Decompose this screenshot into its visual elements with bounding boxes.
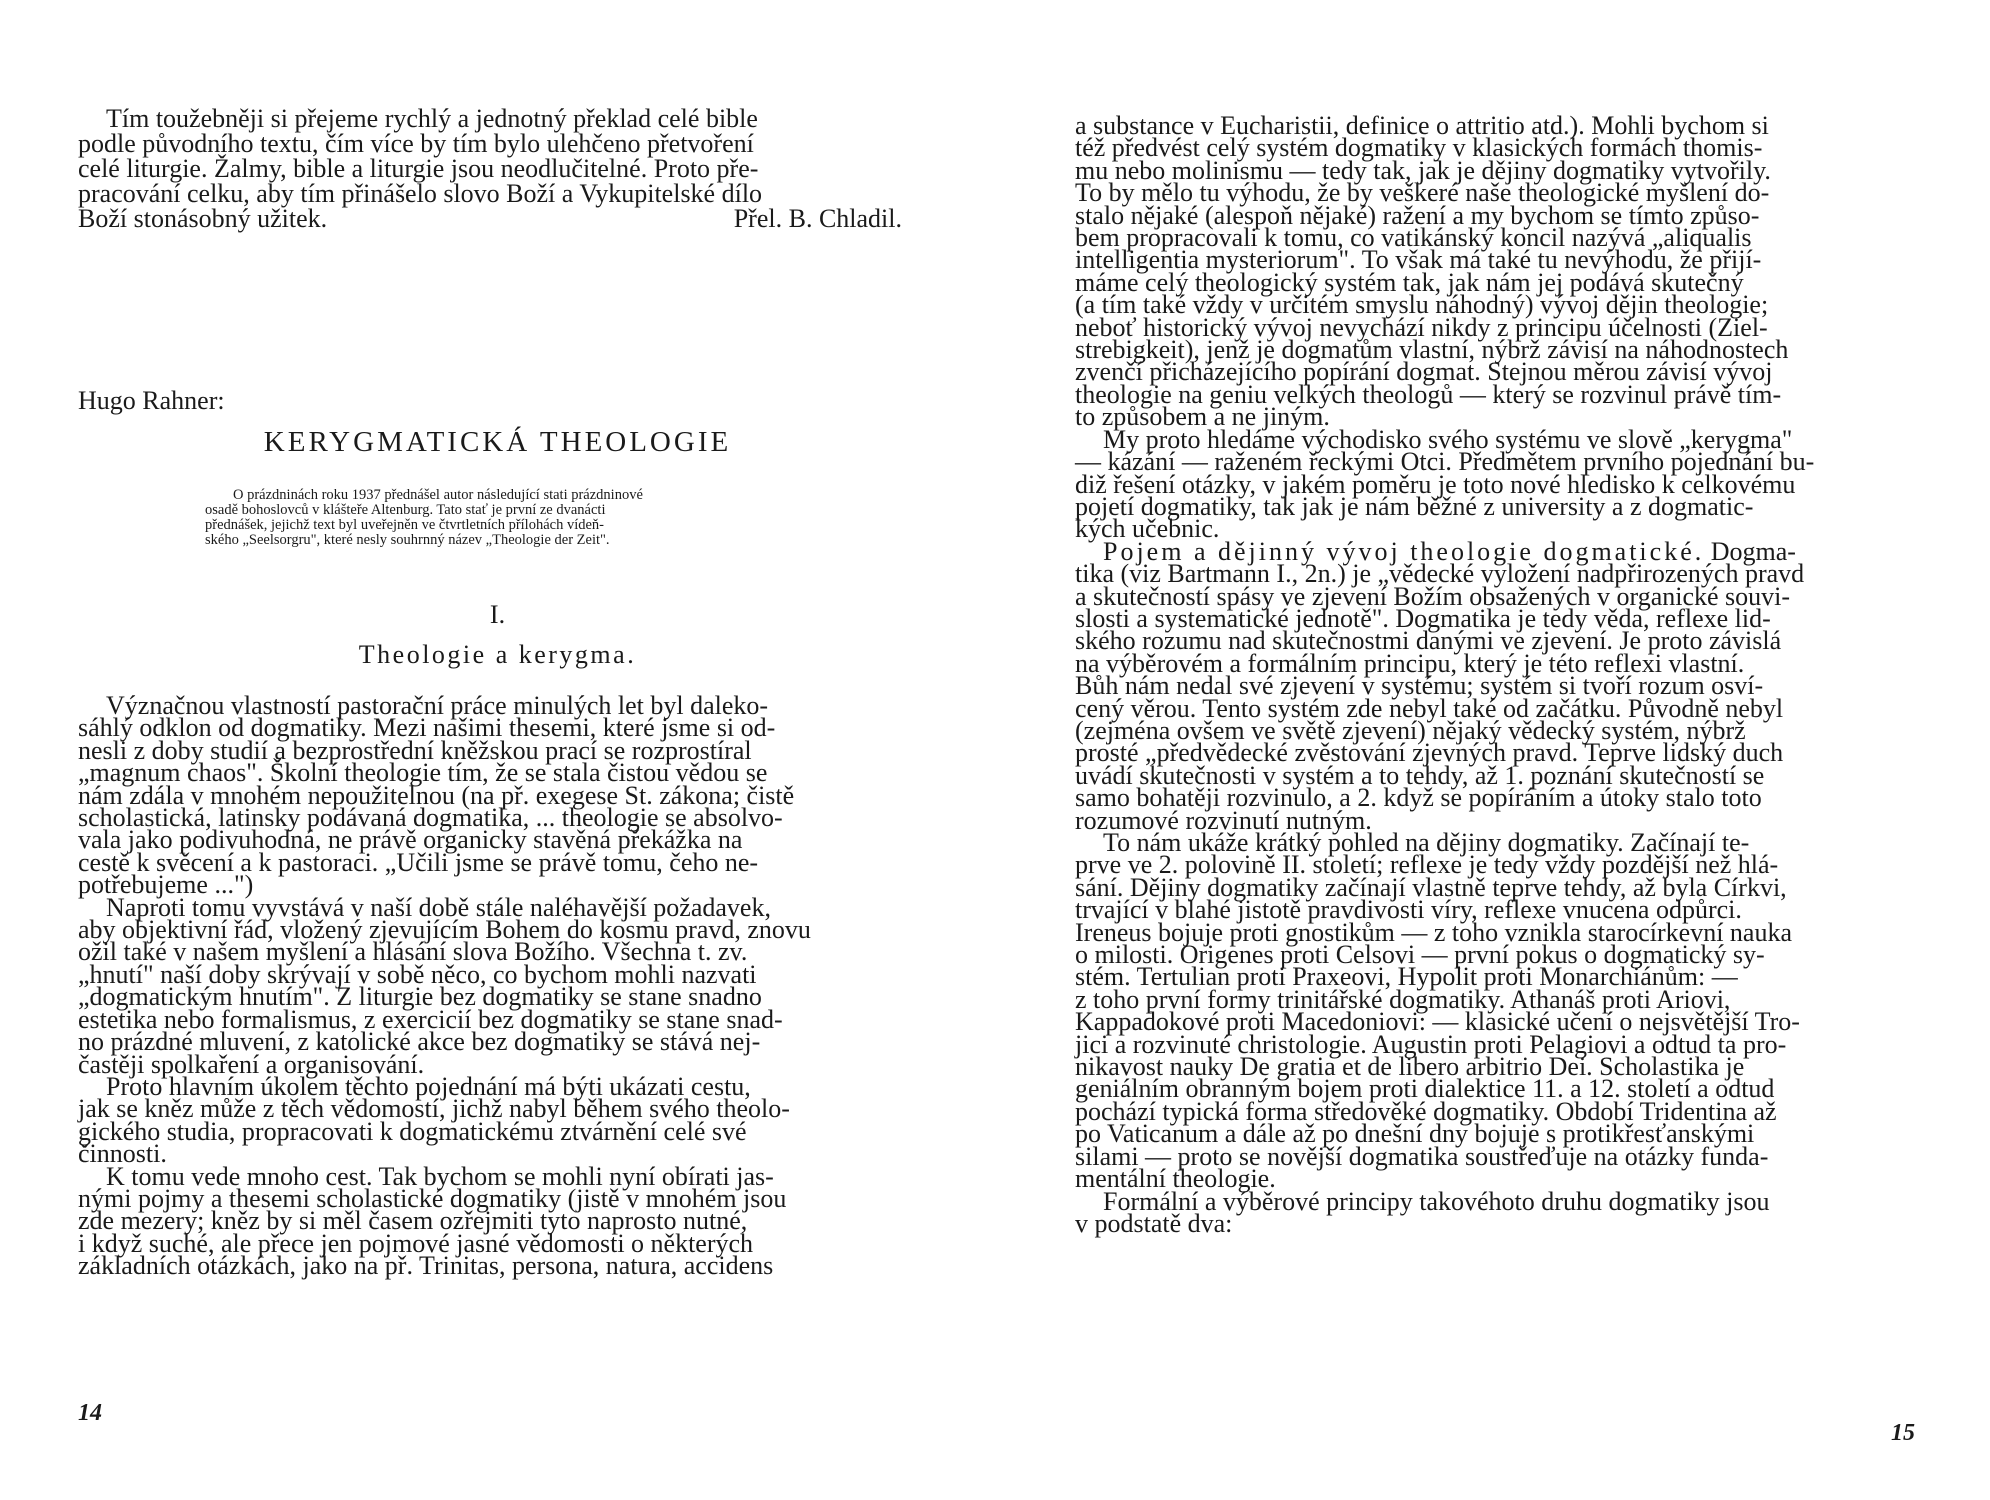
text-line: silami — proto se novější dogmatika soustřeďuje na otázky funda-: [1075, 1141, 1769, 1171]
page-number: 15: [1891, 1420, 1915, 1446]
text-line: Formální a výběrové principy takovéhoto druhu dogmatiky jsou: [1103, 1186, 1770, 1216]
text-line: tika (viz Bartmann I., 2n.) je „vědecké vyložení nadpřirozených pravd: [1075, 559, 1805, 589]
text-line: diž řešení otázky, v jakém poměru je toto nové hledisko k celkovému: [1075, 469, 1796, 499]
text-line: gického studia, propracovati k dogmatickému ztvárnění celé své: [78, 1116, 747, 1146]
text-line: Proto hlavním úkolem těchto pojednání má býti ukázati cestu,: [106, 1071, 751, 1101]
text-line: geniálním obranným bojem proti dialektice 11. a 12. století a odtud: [1075, 1074, 1775, 1104]
text-line: po Vaticanum a dále až po dnešní dny bojuje s protikřesťanskými: [1075, 1119, 1755, 1149]
text-line: činnosti.: [78, 1139, 167, 1169]
text-line: sáhlý odklon od dogmatiky. Mezi našimi thesemi, které jsme si od-: [78, 713, 776, 743]
text-line: ožil také v našem myšlení a hlásání slova Božího. Všechna t. zv.: [78, 937, 748, 967]
text-line: nesli z doby studií a bezprostřední kněžskou prací se rozprostíral: [78, 735, 752, 765]
text-line: slosti a systematické jednotě". Dogmatika je tedy věda, reflexe lid-: [1075, 603, 1771, 633]
text-line: častěji spolkaření a organisování.: [78, 1049, 425, 1079]
text-line: z toho první formy trinitářské dogmatiky. Athanáš proti Ariovi,: [1075, 984, 1731, 1014]
text-line: [78, 206, 922, 231]
text-line: mentální theologie.: [1075, 1164, 1276, 1194]
note-line: O prázdninách roku 1937 přednášel autor následující stati prázdninové: [233, 487, 643, 503]
text-line: nými pojmy a thesemi scholastické dogmatiky (jistě v mnohém jsou: [78, 1183, 787, 1213]
text-line: „hnutí" naší doby skrývají v sobě něco, co bychom mohli nazvati: [78, 959, 757, 989]
text-line: neboť historický vývoj nevychází nikdy z principu účelnosti (Ziel-: [1075, 312, 1768, 342]
text-line: zde mezery; kněz by si měl časem ozřejmiti tyto naprosto nutné,: [78, 1206, 748, 1236]
text-line: bem propracovali k tomu, co vatikánský koncil nazývá „aliqualis: [1075, 223, 1752, 253]
text-line: Význačnou vlastností pastorační práce minulých let byl daleko-: [106, 691, 769, 720]
text-line: intelligentia mysteriorum". To však má také tu nevýhodu, že přijí-: [1075, 245, 1762, 275]
note-line: ského „Seelsorgru", které nesly souhrnný název „Theologie der Zeit".: [205, 532, 610, 548]
text-line: Naproti tomu vyvstává v naší době stále naléhavější požadavek,: [106, 892, 771, 922]
article-author: Hugo Rahner:: [78, 386, 225, 415]
text-line: trvající v blahé jistotě pravdivosti víry, reflexe vnucena odpůrci.: [1075, 895, 1742, 925]
text-line: nám zdála v mnohém nepoužitelnou (na př. exegese St. zákona; čistě: [78, 780, 795, 810]
section-title: Theologie a kerygma.: [358, 640, 637, 669]
text-line: na výběrovém a formálním principu, který je této reflexi vlastní.: [1075, 648, 1745, 678]
text-line: stém. Tertulian proti Praxeovi, Hypolit proti Monarchiánům: —: [1075, 962, 1738, 992]
text-line: „magnum chaos". Školní theologie tím, že se stala čistou vědou se: [78, 758, 768, 788]
text-line: (zejména ovšem ve světě zjevení) nějaký vědecký systém, nýbrž: [1075, 715, 1746, 745]
text-line: prosté „předvědecké zvěstování zjevných pravd. Teprve lidský duch: [1075, 738, 1784, 768]
text-line: a skutečností spásy ve zjevení Božím obsažených v organické souvi-: [1075, 581, 1791, 611]
text-line: a substance v Eucharistii, definice o attritio atd.). Mohli bychom si: [1075, 111, 1769, 140]
text-line: To nám ukáže krátký pohled na dějiny dogmatiky. Začínají te-: [1103, 828, 1750, 857]
text-line: samo bohatěji rozvinulo, a 2. když se popíráním a útoky stalo toto: [1075, 783, 1762, 813]
page-number: 14: [78, 1400, 102, 1426]
text-line: sání. Dějiny dogmatiky začínají vlastně teprve tehdy, až byla Církvi,: [1075, 872, 1787, 902]
text-line: no prázdné mluvení, z katolické akce bez dogmatiky se stává nej-: [78, 1027, 761, 1057]
subsection-heading: Pojem a dějinný vývoj theologie dogmatické.: [1103, 536, 1705, 566]
text-line: celé liturgie. Žalmy, bible a liturgie jsou neodlučitelné. Proto pře-: [78, 154, 759, 183]
section-number: I.: [489, 600, 506, 629]
text-line: aby objektivní řád, vložený zjevujícím Bohem do kosmu pravd, znovu: [78, 915, 811, 945]
text-line: Tím toužebněji si přejeme rychlý a jednotný překlad celé bible: [106, 104, 758, 133]
text-line: Ireneus bojuje proti gnostikům — z toho vznikla starocírkevní nauka: [1075, 917, 1792, 947]
text-line: i když suché, ale přece jen pojmové jasné vědomosti o některých: [78, 1228, 754, 1258]
text-line: jak se kněz může z těch vědomostí, jichž nabyl během svého theolo-: [78, 1094, 790, 1124]
text-line: (a tím také vždy v určitém smyslu náhodný) vývoj dějin theologie;: [1075, 290, 1769, 320]
text-line-end: Boží stonásobný užitek.: [78, 204, 328, 233]
translator-credit: Přel. B. Chladil.: [733, 204, 902, 233]
article-title: KERYGMATICKÁ THEOLOGIE: [263, 426, 732, 458]
text-line: mu nebo molinismu — tedy tak, jak je dějiny dogmatiky vytvořily.: [1075, 155, 1771, 185]
text-line: též předvést celý systém dogmatiky v klasických formách thomis-: [1075, 133, 1763, 163]
text-line: uvádí skutečnosti v systém a to tehdy, až 1. poznání skutečností se: [1075, 760, 1765, 790]
text-line: rozumové rozvinutí nutným.: [1075, 805, 1372, 835]
text-line: To by mělo tu výhodu, že by veškeré naše theologické myšlení do-: [1075, 178, 1770, 208]
text-line: zvenčí přicházejícího popírání dogmat. Stejnou měrou závisí vývoj: [1075, 357, 1773, 387]
text-line: Kappadokové proti Macedoniovi: — klasické učení o nejsvětější Tro-: [1075, 1007, 1800, 1037]
text-line: nikavost nauky De gratia et de libero arbitrio Dei. Scholastika je: [1075, 1052, 1745, 1082]
text-line: — kázání — raženém řeckými Otci. Předmětem prvního pojednání bu-: [1075, 447, 1815, 477]
text-line: K tomu vede mnoho cest. Tak bychom se mohli nyní obírati jas-: [106, 1161, 774, 1191]
text-line: estetika nebo formalismus, z exercicií bez dogmatiky se stane snad-: [78, 1004, 783, 1034]
text-line: My proto hledáme východisko svého systému ve slově „kerygma": [1103, 424, 1793, 454]
text-line: jici a rozvinuté christologie. Augustin proti Pelagiovi a odtud ta pro-: [1075, 1029, 1787, 1059]
left-body-text: [78, 691, 922, 1281]
text-line: Bůh nám nedal své zjevení v systému; systém si tvoří rozum osví-: [1075, 671, 1764, 701]
text-line: v podstatě dva:: [1075, 1208, 1233, 1238]
text-line: pracování celku, aby tím přinášelo slovo Boží a Vykupitelské dílo: [78, 179, 763, 208]
text-line: máme celý theologický systém tak, jak nám jej podává skutečný: [1075, 267, 1744, 297]
text-line: prve ve 2. polovině II. století; reflexe je tedy vždy pozdější než hlá-: [1075, 850, 1779, 880]
text-line: „dogmatickým hnutím". Z liturgie bez dogmatiky se stane snadno: [78, 982, 762, 1012]
text-line: o milosti. Origenes proti Celsovi — první pokus o dogmatický sy-: [1075, 940, 1765, 970]
text-line: strebigkeit), jenž je dogmatům vlastní, nýbrž závisí na náhodnostech: [1075, 335, 1789, 365]
right-page: [995, 0, 1990, 1500]
intro-paragraph: [78, 106, 922, 231]
text-line: potřebujeme ..."): [78, 870, 254, 900]
article-note: [205, 488, 930, 548]
text-line: podle původního textu, čím více by tím bylo ulehčeno přetvoření: [78, 129, 754, 158]
text-line: ského rozumu nad skutečnostmi danými ve zjevení. Je proto závislá: [1075, 626, 1782, 656]
note-line: přednášek, jejichž text byl uveřejněn ve čtvrtletních přílohách vídeň-: [205, 517, 604, 533]
text-line: kých učebnic.: [1075, 514, 1220, 544]
text-line: stalo nějaké (alespoň nějaké) ražení a my bychom se tímto způso-: [1075, 200, 1760, 230]
text-line: to způsobem a ne jiným.: [1075, 402, 1330, 432]
note-line: osadě bohoslovců v klášteře Altenburg. Tato stať je první ze dvanácti: [205, 502, 606, 518]
text-line: pojetí dogmatiky, tak jak je nám běžné z university a z dogmatic-: [1075, 491, 1754, 521]
text-line: cený věrou. Tento systém zde nebyl také od začátku. Původně nebyl: [1075, 693, 1784, 723]
text-line: vala jako podivuhodná, ne právě organicky stavěná překážka na: [78, 825, 743, 855]
text-line: pochází typická forma středověké dogmatiky. Období Tridentina až: [1075, 1096, 1777, 1126]
text-line-end: Dogma-: [1710, 536, 1796, 566]
text-line: theologie na geniu velkých theologů — který se rozvinul právě tím-: [1075, 379, 1782, 409]
text-line: scholastická, latinsky podávaná dogmatika, ... theologie se absolvo-: [78, 803, 783, 833]
right-body-text: [1075, 111, 1917, 1238]
text-line: základních otázkách, jako na př. Trinitas, persona, natura, accidens: [78, 1251, 774, 1281]
text-line: cestě k svěcení a k pastoraci. „Učili jsme se právě tomu, čeho ne-: [78, 847, 759, 877]
